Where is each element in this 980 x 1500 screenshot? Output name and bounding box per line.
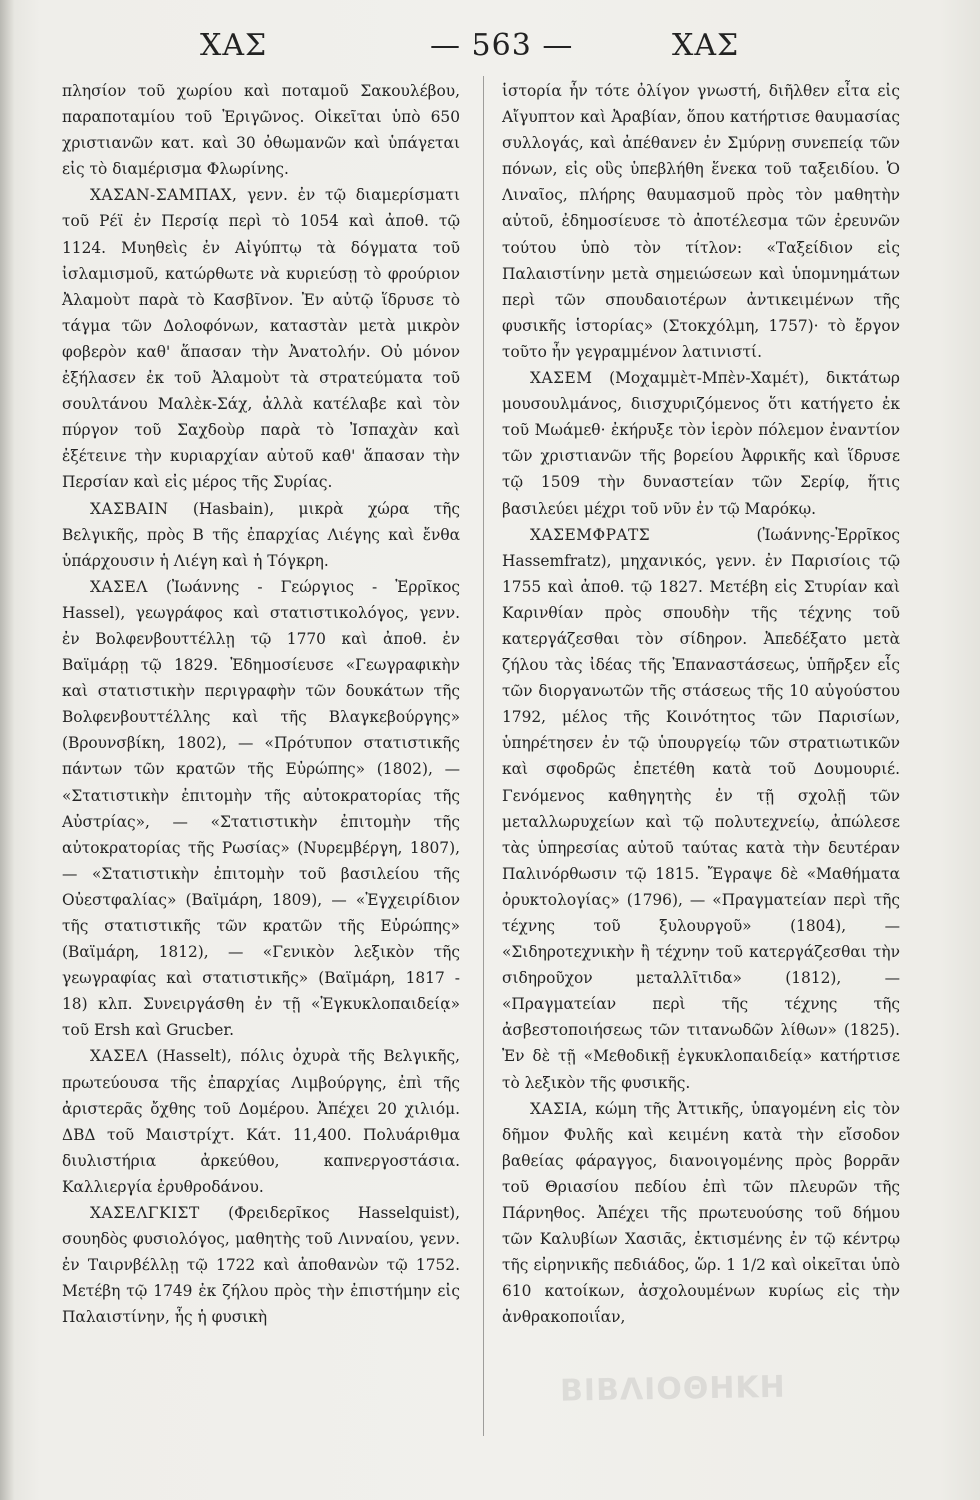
entry-headword: ΧΑΣΕΜΦΡΑΤΣ (530, 525, 651, 544)
entry-headword: ΧΑΣΕΜ (530, 369, 593, 388)
dictionary-entry (62, 574, 460, 1044)
dictionary-entry (62, 1043, 460, 1200)
entry-text: (Ἰωάννης - Γεώργιος - Ἐρρῖκος Hassel), γεωγράφος καὶ στατιστικολόγος, γενν. ἐν Βολφενβουττέλλῃ τῷ 1770 καὶ ἀποθ. ἐν Βαϊμάρῃ τῷ 1829. Ἐδημοσίευσε «Γεωγραφικὴν καὶ στατιστικὴν περιγραφὴν τῶν δουκάτων τῆς Βολφενβουττέλλης καὶ τῆς Βλαγκεβούργης» (Βρουνσβίκη, 1802), — «Πρότυπον στατιστικῆς πάντων τῶν κρατῶν τῆς Εὐρώπης» (1802), — «Στατιστικὴν ἐπιτομὴν τῆς αὐτοκρατορίας τῆς Αὐστρίας», — «Στατιστικὴν ἐπιτομὴν τῆς αὐτοκρατορίας τῆς Ρωσίας» (Νυρεμβέργη, 1807), — «Στατιστικὴν ἐπιτομὴν τοῦ βασιλείου τῆς Οὐεστφαλίας» (Βαϊμάρη, 1809), — «Ἐγχειρίδιον τῆς στατιστικῆς τῶν κρατῶν τῆς Εὐρώπης» (Βαϊμάρη, 1812), — «Γενικὸν λεξικὸν τῆς γεωγραφίας καὶ στατιστικῆς» (Βαϊμάρη, 1817 - 18) κλπ. Συνειργάσθη ἐν τῇ «Ἐγκυκλοπαιδείᾳ» τοῦ Ersh καὶ Grucber. (62, 577, 460, 1040)
column-divider (483, 76, 484, 1436)
entry-text: (Μοχαμμὲτ-Μπὲν-Χαμέτ), δικτάτωρ μουσουλμάνος, διισχυριζόμενος ὅτι κατήγετο ἐκ τοῦ Μωάμεθ· ἐκήρυξε τὸν ἱερὸν πόλεμον ἐναντίον τῶν χριστιανῶν τῆς βορείου Ἀφρικῆς καὶ ἵδρυσε τῷ 1509 τὴν δυναστείαν τῶν Σερίφ, ἥτις βασιλεύει μέχρι τοῦ νῦν ἐν τῷ Μαρόκῳ. (502, 369, 900, 518)
left-column (62, 78, 460, 1331)
entry-text: ἱστορία ἦν τότε ὀλίγον γνωστή, διῆλθεν εἶτα εἰς Αἴγυπτον καὶ Ἀραβίαν, ὅπου κατήρτισε θαυμασίας συλλογάς, καὶ ἀπέθανεν ἐν Σμύρνῃ συνεπείᾳ τῶν πόνων, εἰς οὓς ὑπεβλήθη ἕνεκα τοῦ ταξειδίου. Ὁ Λιναῖος, πλήρης θαυμασμοῦ πρὸς τὸν μαθητὴν αὐτοῦ, ἐδημοσίευσε τὸ ἀποτέλεσμα τῶν ἐρευνῶν τούτου ὑπὸ τὸν τίτλον: «Ταξείδιον εἰς Παλαιστίνην μετὰ σημειώσεων καὶ ὑπομνημάτων περὶ τῶν σπουδαιοτέρων ἀντικειμένων τῆς φυσικῆς ἱστορίας» (Στοκχόλμη, 1757)· τὸ ἔργον τοῦτο ἦν γεγραμμένον λατινιστί. (502, 82, 900, 361)
entry-headword: ΧΑΣΕΛΓΚΙΣΤ (90, 1204, 200, 1223)
entry-text: πλησίον τοῦ χωρίου καὶ ποταμοῦ Σακουλέβου, παραποταμίου τοῦ Ἐριγῶνος. Οἰκεῖται ὑπὸ 650 χριστιανῶν κατ. καὶ 30 ὀθωμανῶν καὶ ὑπάγεται εἰς τὸ διαμέρισμα Φλωρίνης. (62, 82, 460, 179)
dictionary-entry (502, 522, 900, 1096)
entry-headword: ΧΑΣΕΛ (90, 577, 148, 596)
entry-headword: ΧΑΣΙΑ, (530, 1099, 589, 1118)
scan-edge-shadow (0, 0, 14, 1500)
header-right-keyword: ΧΑΣ (672, 28, 740, 63)
entry-continuation (62, 78, 460, 182)
entry-headword: ΧΑΣΑΝ-ΣΑΜΠΑΧ, (90, 186, 238, 205)
running-header (60, 28, 960, 68)
dictionary-entry (502, 365, 900, 522)
entry-text: (Φρειδερῖκος Hasselquist), σουηδὸς φυσιολόγος, μαθητὴς τοῦ Λινναίου, γενν. ἐν Ταιρνβέλλῃ τῷ 1722 καὶ ἀποθανὼν τῷ 1752. Μετέβη τῷ 1749 ἐκ ζήλου πρὸς τὴν ἐπιστήμην εἰς Παλαιστίνην, ἧς ἡ φυσικὴ (62, 1204, 460, 1327)
entry-headword: ΧΑΣΒΑΙΝ (90, 499, 169, 518)
dictionary-entry (62, 496, 460, 574)
library-watermark: ΒΙΒΛΙΟΘΗΚΗ (559, 1369, 787, 1409)
header-left-keyword: ΧΑΣ (200, 28, 268, 63)
dictionary-entry (62, 182, 460, 495)
dictionary-entry (502, 1096, 900, 1331)
entry-text: (Hasselt), πόλις ὀχυρὰ τῆς Βελγικῆς, πρωτεύουσα τῆς ἐπαρχίας Λιμβούργης, ἐπὶ τῆς ἀριστερᾶς ὄχθης τοῦ Δομέρου. Ἀπέχει 20 χιλιόμ. ΔΒΔ τοῦ Μαιστρίχτ. Κάτ. 11,400. Πολυάριθμα διυλιστήρια ἀρκεύθου, καπνεργοστάσια. Καλλιεργία ἐρυθροδάνου. (62, 1047, 460, 1196)
entry-continuation (502, 78, 900, 365)
page-number: — 563 — (430, 28, 574, 63)
right-column (502, 78, 900, 1331)
entry-headword: ΧΑΣΕΛ (90, 1047, 148, 1066)
dictionary-entry (62, 1200, 460, 1330)
entry-text: (Hasbain), μικρὰ χώρα τῆς Βελγικῆς, πρὸς Β τῆς ἐπαρχίας Λιέγης καὶ ἔνθα ὑπάρχουσιν ἡ Λιέγη καὶ ἡ Τόγκρη. (62, 499, 460, 570)
entry-text: (Ἰωάννης-Ἐρρῖκος Hassemfratz), μηχανικός, γενν. ἐν Παρισίοις τῷ 1755 καὶ ἀποθ. τῷ 1827. Μετέβη εἰς Στυρίαν καὶ Καρινθίαν πρὸς σπουδὴν τῆς τέχνης τοῦ κατεργάζεσθαι τὸν σίδηρον. Ἀπεδέξατο μετὰ ζήλου τὰς ἰδέας τῆς Ἐπαναστάσεως, ὑπῆρξεν εἷς τῶν διοργανωτῶν τῆς στάσεως τῆς 10 αὐγούστου 1792, μέλος τῆς Κοινότητος τῶν Παρισίων, ὑπηρέτησεν ἐν τῷ ὑπουργείῳ τῶν στρατιωτικῶν καὶ σφοδρῶς ἐπετέθη κατὰ τοῦ Δουμουριέ. Γενόμενος καθηγητὴς ἐν τῇ σχολῇ τῶν μεταλλωρυχείων καὶ τῷ πολυτεχνείῳ, ἀπώλεσε τὰς ὑπηρεσίας αὐτοῦ ταύτας κατὰ τὴν δευτέραν Παλινόρθωσιν τῷ 1815. Ἔγραψε δὲ «Μαθήματα ὀρυκτολογίας» (1796), — «Πραγματείαν περὶ τῆς τέχνης τοῦ ξυλουργοῦ» (1804), — «Σιδηροτεχνικὴν ἢ τέχνην τοῦ κατεργάζεσθαι τὴν σιδηροῦχον μεταλλῖτιδα» (1812), — «Πραγματείαν περὶ τῆς τέχνης τῆς ἀσβεστοποιήσεως τῶν τιτανωδῶν λίθων» (1825). Ἐν δὲ τῇ «Μεθοδικῇ ἐγκυκλοπαιδείᾳ» κατήρτισε τὸ λεξικὸν τῆς φυσικῆς. (502, 525, 900, 1092)
entry-text: γενν. ἐν τῷ διαμερίσματι τοῦ Ρέϊ ἐν Περσίᾳ περὶ τὸ 1054 καὶ ἀποθ. τῷ 1124. Μυηθεὶς ἐν Αἰγύπτῳ τὰ δόγματα τοῦ ἰσλαμισμοῦ, κατώρθωτε νὰ κυριεύσῃ τὸ φρούριον Ἀλαμοὺτ παρὰ τὸ Κασβῖνον. Ἐν αὐτῷ ἵδρυσε τὸ τάγμα τῶν Δολοφόνων, καταστὰν μετὰ μικρὸν φοβερὸν καθ' ἅπασαν τὴν Ἀνατολήν. Οὐ μόνον ἐξήλασεν ἐκ τοῦ Ἀλαμοὺτ τὰ στρατεύματα τοῦ σουλτάνου Μαλὲκ-Σάχ, ἀλλὰ κατέλαβε καὶ τὸν πύργον τοῦ Σαχδοὺρ παρὰ τὸ Ἰσπαχὰν καὶ ἐξέτεινε τὴν κυριαρχίαν αὐτοῦ καθ' ἅπασαν τὴν Περσίαν καὶ εἰς μέρος τῆς Συρίας. (62, 186, 460, 492)
entry-text: κώμη τῆς Ἀττικῆς, ὑπαγομένη εἰς τὸν δῆμον Φυλῆς καὶ κειμένη κατὰ τὴν εἴσοδον βαθείας φάραγγος, διανοιγομένης πρὸς βορρᾶν τοῦ Θριασίου πεδίου ἐπὶ τῶν πλευρῶν τῆς Πάρνηθος. Ἀπέχει τῆς πρωτευούσης τοῦ δήμου τῶν Καλυβίων Χασιᾶς, ἐκτισμένης ἐν τῷ κέντρῳ τῆς εἰρηνικῆς πεδιάδος, ὥρ. 1 1/2 καὶ οἰκεῖται ὑπὸ 610 κατοίκων, ἀσχολουμένων κυρίως εἰς τὴν ἀνθρακοποιΐαν, (502, 1099, 900, 1327)
